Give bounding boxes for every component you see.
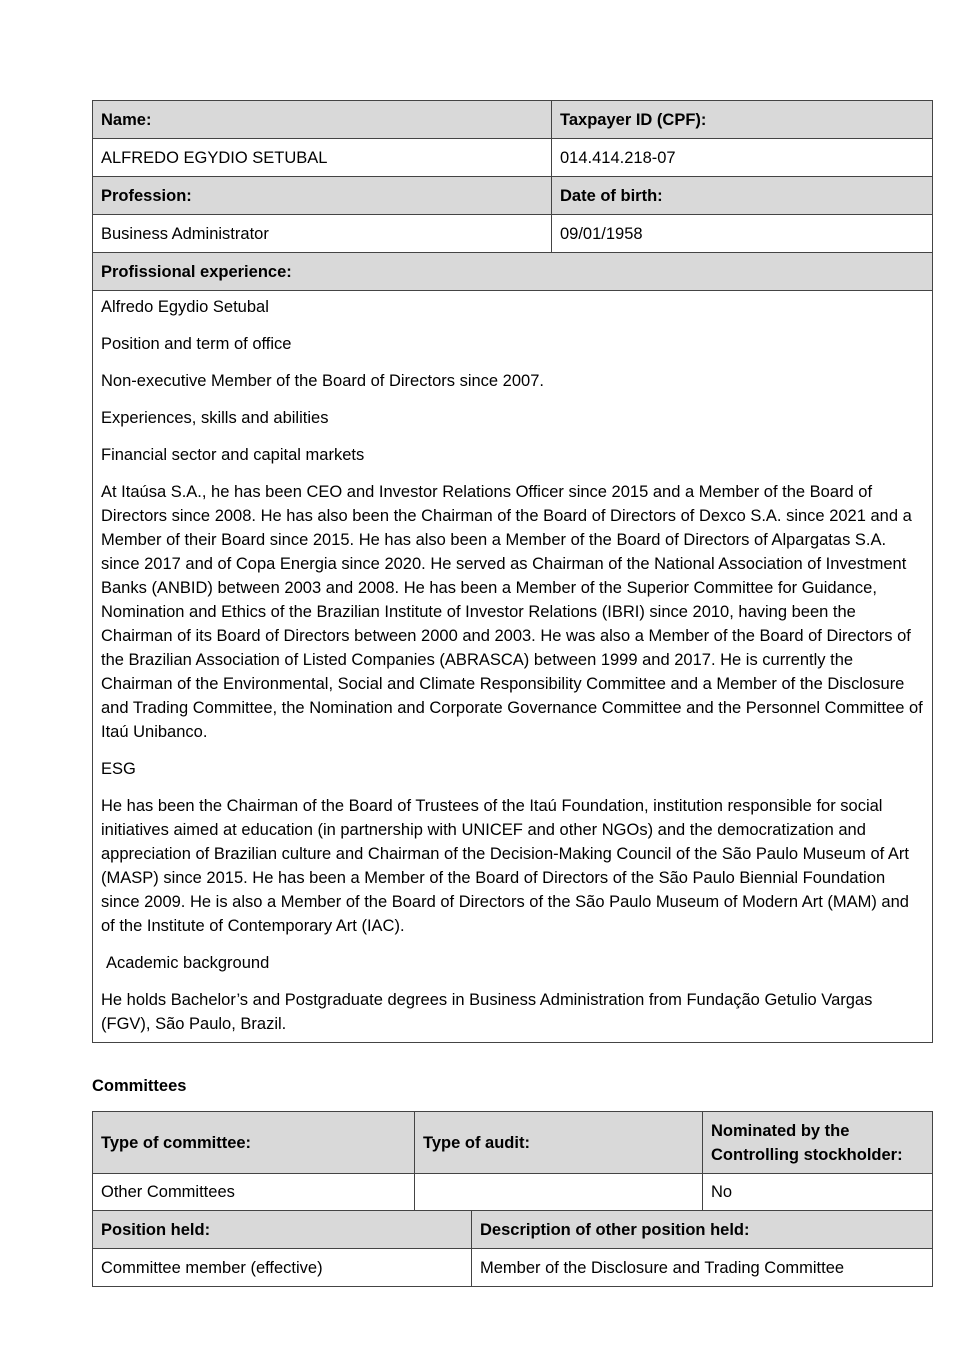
committee-type-table [92, 1111, 933, 1218]
esg-paragraph: He has been the Chairman of the Board of Trustees of the Itaú Foundation, institution responsible for social initiatives aimed at education (in partnership with UNICEF and other NGOs) and the democratization and appreciation of Brazilian culture and Chairman of the Decision-Making Council of the São Paulo Museum of Art (MASP) since 2015. He has been a Member of the Board of Directors of the São Paulo Biennial Foundation since 2009. He is also a Member of the Board of Directors of the São Paulo Museum of Modern Art (MAM) and of the Institute of Contemporary Art (IAC). [101, 797, 910, 935]
cpf-label: Taxpayer ID (CPF): [552, 101, 933, 139]
position-description-label: Description of other position held: [472, 1211, 933, 1249]
esg-heading: ESG [101, 760, 136, 778]
academic-paragraph: He holds Bachelor’s and Postgraduate degrees in Business Administration from Fundação Getulio Vargas (FGV), São Paulo, Brazil. [101, 991, 873, 1033]
audit-type-label: Type of audit: [415, 1112, 703, 1174]
profession-value: Business Administrator [93, 215, 552, 253]
position-held-label: Position held: [93, 1211, 472, 1249]
academic-heading: Academic background [106, 954, 270, 972]
committees-title: Committees [92, 1077, 187, 1095]
skills-heading: Experiences, skills and abilities [101, 409, 329, 427]
sector-heading: Financial sector and capital markets [101, 446, 365, 464]
cpf-value: 014.414.218-07 [552, 139, 933, 177]
nominated-label: Nominated by the Controlling stockholder: [703, 1112, 933, 1174]
position-heading: Position and term of office [101, 335, 292, 353]
experience-name: Alfredo Egydio Setubal [101, 298, 269, 316]
personal-info-table [92, 100, 933, 1043]
dob-label: Date of birth: [552, 177, 933, 215]
committee-type-value: Other Committees [93, 1174, 415, 1218]
profession-label: Profession: [93, 177, 552, 215]
position-table [92, 1210, 933, 1287]
position-held-value: Committee member (effective) [93, 1249, 472, 1287]
position-description-value: Member of the Disclosure and Trading Committee [472, 1249, 933, 1287]
experience-body [93, 291, 933, 1043]
name-value: ALFREDO EGYDIO SETUBAL [93, 139, 552, 177]
committee-type-label: Type of committee: [93, 1112, 415, 1174]
career-paragraph: At Itaúsa S.A., he has been CEO and Investor Relations Officer since 2015 and a Member of the Board of Directors since 2008. He has also been the Chairman of the Board of Directors of Dexco S.A. since 2021 and a Member of their Board since 2015. He has also been a Member of the Board of Directors of Alpargatas S.A. since 2017 and of Copa Energia since 2020. He served as Chairman of the National Association of Investment Banks (ANBID) between 2003 and 2008. He has been a Member of the Superior Committee for Guidance, Nomination and Ethics of the Brazilian Institute of Investor Relations (IBRI) since 2010, having been the Chairman of its Board of Directors between 2000 and 2003. He was also a Member of the Board of Directors of the Brazilian Association of Listed Companies (ABRASCA) between 1999 and 2017. He is currently the Chairman of the Environmental, Social and Climate Responsibility Committee and a Member of the Disclosure and Trading Committee, the Nomination and Corporate Governance Committee and the Personnel Committee of Itaú Unibanco. [101, 483, 923, 741]
position-text: Non-executive Member of the Board of Directors since 2007. [101, 372, 544, 390]
nominated-value: No [703, 1174, 933, 1218]
name-label: Name: [93, 101, 552, 139]
experience-label: Profissional experience: [93, 253, 933, 291]
dob-value: 09/01/1958 [552, 215, 933, 253]
